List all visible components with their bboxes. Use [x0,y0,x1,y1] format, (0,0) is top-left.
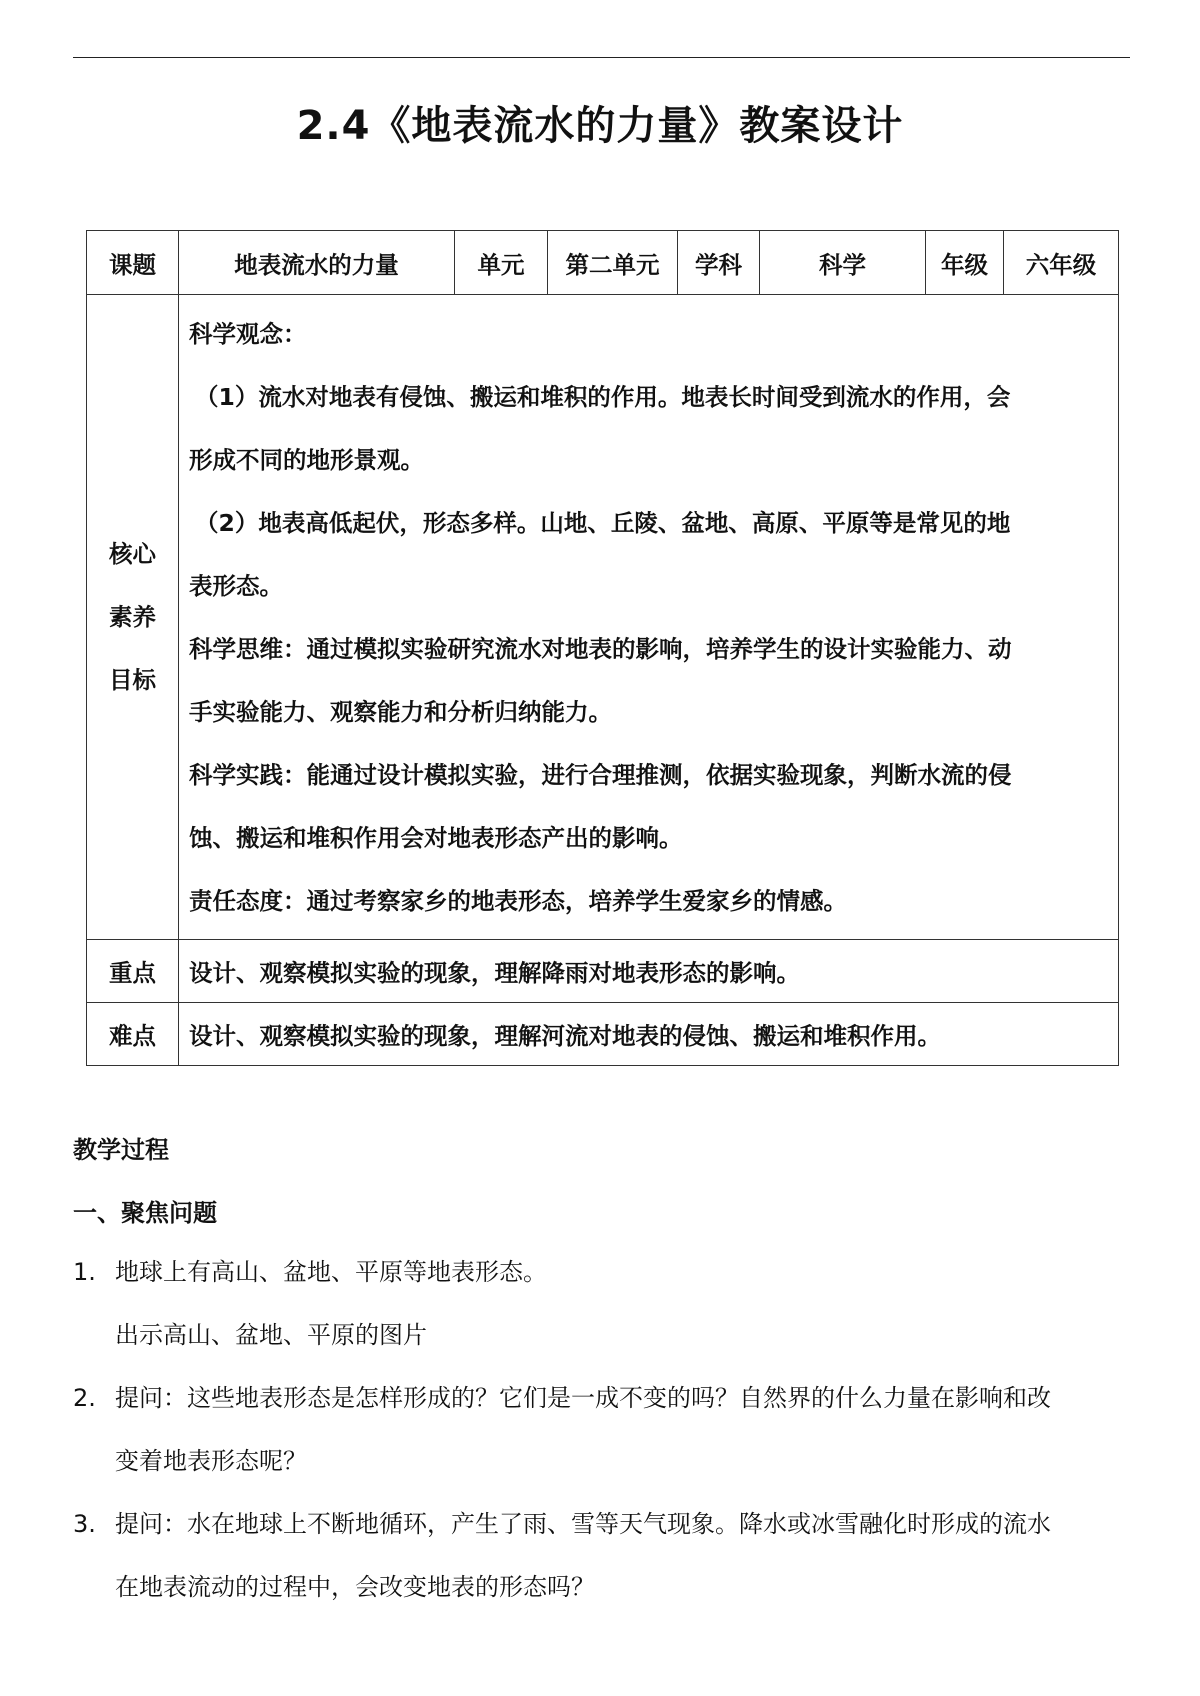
goal-line: 表形态。 [189,572,283,600]
header-rule [73,57,1130,58]
difficulty-row [87,1003,1119,1066]
list-item-line: 地球上有高山、盆地、平原等地表形态。 [115,1258,547,1286]
list-item-number: 2. [73,1384,96,1412]
header-cell-grade: 六年级 [1004,231,1119,295]
list-item-line: 出示高山、盆地、平原的图片 [115,1321,427,1349]
table-header-row [87,231,1119,295]
header-cell-subject-label: 学科 [678,231,760,295]
list-item-line: 提问：这些地表形态是怎样形成的？它们是一成不变的吗？自然界的什么力量在影响和改 [115,1384,1051,1412]
header-cell-topic: 地表流水的力量 [179,231,455,295]
list-item [73,1493,1133,1619]
goal-line: 蚀、搬运和堆积作用会对地表形态产出的影响。 [189,824,683,852]
goal-line: 手实验能力、观察能力和分析归纳能力。 [189,698,612,726]
goal-line: 科学观念： [189,320,307,348]
list-item-number: 3. [73,1510,96,1538]
key-point-label: 重点 [87,940,179,1003]
goal-line: 科学思维：通过模拟实验研究流水对地表的影响，培养学生的设计实验能力、动 [189,635,1012,663]
list-item [73,1241,1133,1367]
list-item-line: 变着地表形态呢？ [115,1447,307,1475]
document-title: 2.4《地表流水的力量》教案设计 [296,103,904,149]
header-cell-unit-label: 单元 [455,231,548,295]
difficulty-label: 难点 [87,1003,179,1066]
core-goals-label: 核心 素养 目标 [87,295,179,940]
difficulty-text: 设计、观察模拟实验的现象，理解河流对地表的侵蚀、搬运和堆积作用。 [179,1003,1119,1066]
list-item-line: 提问：水在地球上不断地循环，产生了雨、雪等天气现象。降水或冰雪融化时形成的流水 [115,1510,1051,1538]
goal-line: 科学实践：能通过设计模拟实验，进行合理推测，依据实验现象，判断水流的侵 [189,761,1012,789]
header-cell-grade-label: 年级 [926,231,1004,295]
key-point-text: 设计、观察模拟实验的现象，理解降雨对地表形态的影响。 [179,940,1119,1003]
section-heading: 一、聚焦问题 [73,1199,217,1227]
goal-line: （2）地表高低起伏，形态多样。山地、丘陵、盆地、高原、平原等是常见的地 [195,509,1011,537]
process-heading: 教学过程 [73,1136,169,1164]
goal-line: 责任态度：通过考察家乡的地表形态，培养学生爱家乡的情感。 [189,887,847,915]
header-cell-subject: 科学 [760,231,926,295]
list-item-number: 1. [73,1258,96,1286]
goal-line: 形成不同的地形景观。 [189,446,424,474]
header-cell-unit: 第二单元 [548,231,678,295]
core-goals-content [179,295,1119,940]
lesson-info-table [86,230,1119,1066]
list-item-line: 在地表流动的过程中，会改变地表的形态吗？ [115,1573,595,1601]
header-cell-topic-label: 课题 [87,231,179,295]
list-item [73,1367,1133,1493]
key-point-row [87,940,1119,1003]
goal-line: （1）流水对地表有侵蚀、搬运和堆积的作用。地表长时间受到流水的作用，会 [195,383,1011,411]
core-goals-row [87,295,1119,940]
